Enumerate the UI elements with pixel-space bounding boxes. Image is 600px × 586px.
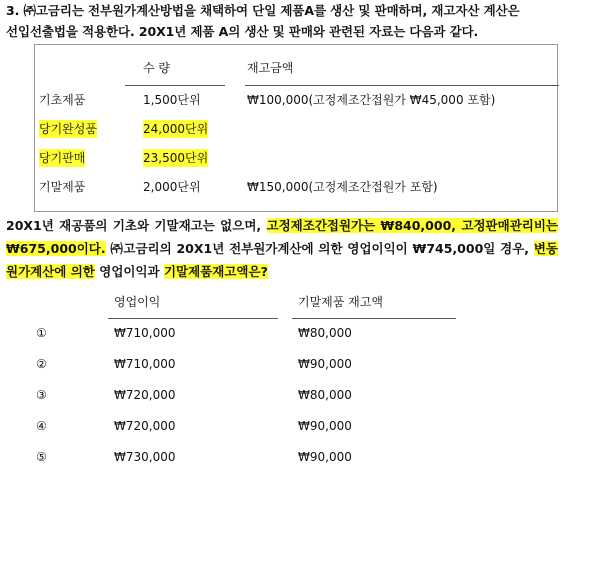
paragraph-text: 영업이익과 <box>94 264 164 279</box>
row-label: 기초제품 <box>39 93 86 107</box>
row-label-highlighted: 당기판매 <box>39 151 86 165</box>
header-quantity: 수 량 <box>143 61 170 75</box>
row-inventory: ₩150,000(고정제조간접원가 포함) <box>247 180 438 194</box>
row-inventory: ₩100,000(고정제조간접원가 ₩45,000 포함) <box>247 93 496 107</box>
question-text <box>6 0 574 42</box>
row-quantity: 2,000단위 <box>143 180 201 194</box>
row-quantity-highlighted: 24,000단위 <box>143 122 209 136</box>
option-ending: ₩80,000 <box>298 388 352 402</box>
header-inventory: 재고금액 <box>247 61 294 75</box>
question-line-2: 선입선출법을 적용한다. 20X1년 제품 A의 생산 및 판매와 관련된 자료는 다음과 같다. <box>6 24 479 39</box>
option-ending: ₩90,000 <box>298 419 352 433</box>
option-ending: ₩90,000 <box>298 450 352 464</box>
header-underline-quantity <box>125 85 225 86</box>
option-number[interactable]: ② <box>36 357 47 371</box>
row-quantity-highlighted: 23,500단위 <box>143 151 209 165</box>
paragraph-highlight: 기말제품재고액은? <box>163 264 268 279</box>
option-number[interactable]: ⑤ <box>36 450 47 464</box>
option-profit: ₩710,000 <box>114 357 176 371</box>
option-profit: ₩720,000 <box>114 388 176 402</box>
paragraph-text: 20X1년 재공품의 기초와 기말재고는 없으며, <box>6 218 267 233</box>
question-paragraph <box>6 214 558 283</box>
row-label-highlighted: 당기완성품 <box>39 122 97 136</box>
option-number[interactable]: ① <box>36 326 47 340</box>
row-quantity: 1,500단위 <box>143 93 201 107</box>
paragraph-text: ㈜고금리의 20X1년 전부원가계산에 의한 영업이익이 ₩745,000일 경우, <box>105 241 534 256</box>
header-underline-inventory <box>245 85 559 86</box>
option-number[interactable]: ④ <box>36 419 47 433</box>
question-line-1: 3. ㈜고금리는 전부원가계산방법을 채택하여 단일 제품A를 생산 및 판매하며, 재고자산 계산은 <box>6 3 520 18</box>
option-profit: ₩720,000 <box>114 419 176 433</box>
answer-header-ending: 기말제품 재고액 <box>298 295 383 309</box>
paragraph-highlight: 변동원가계산에 의한 <box>6 241 558 279</box>
answer-header-profit: 영업이익 <box>114 295 161 309</box>
option-profit: ₩730,000 <box>114 450 176 464</box>
answer-header-underline-ending <box>292 318 456 319</box>
option-ending: ₩80,000 <box>298 326 352 340</box>
option-number[interactable]: ③ <box>36 388 47 402</box>
option-profit: ₩710,000 <box>114 326 176 340</box>
row-label: 기말제품 <box>39 180 86 194</box>
paragraph-highlight: 고정제조간접원가는 ₩840,000, 고정판매관리비는 ₩675,000이다. <box>6 218 558 256</box>
data-table-box <box>34 44 558 212</box>
answer-header-underline-profit <box>108 318 278 319</box>
option-ending: ₩90,000 <box>298 357 352 371</box>
